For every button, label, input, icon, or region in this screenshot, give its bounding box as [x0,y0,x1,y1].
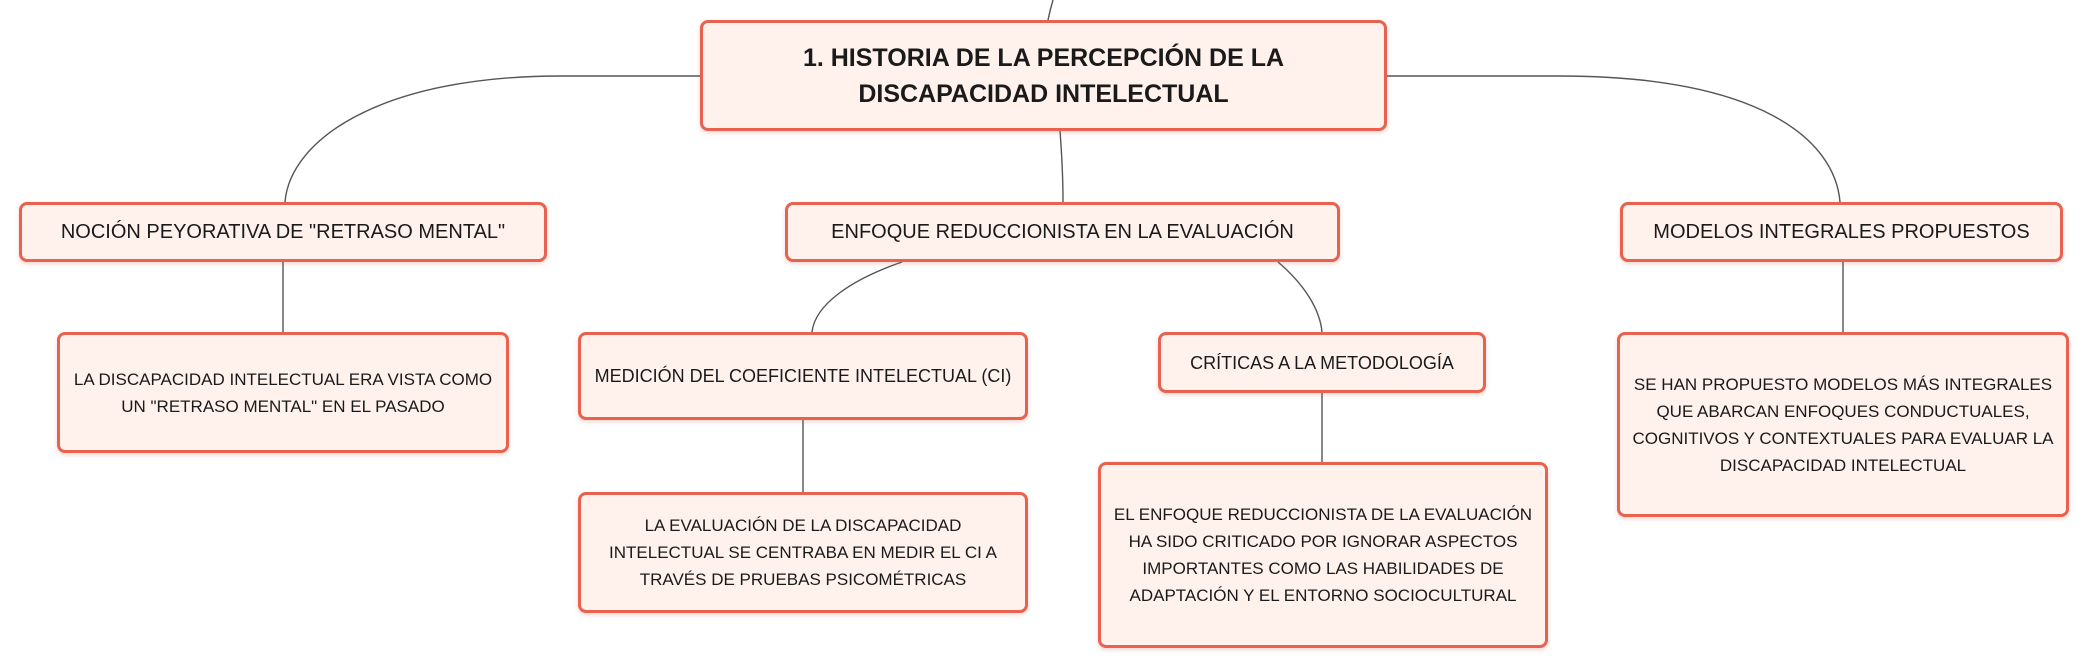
root-topic-title: 1. HISTORIA DE LA PERCEPCIÓN DE LA DISCAPACIDAD INTELECTUAL [802,43,1285,108]
subbranch-node-criticas-metodologia[interactable] [1158,332,1486,393]
branch-label: NOCIÓN PEYORATIVA DE "RETRASO MENTAL" [60,221,506,243]
branch-node-modelos-integrales[interactable] [1620,202,2063,262]
connector-parent-root [1048,0,1053,20]
detail-node-criticas-metodologia[interactable] [1098,462,1548,648]
branch-label: ENFOQUE REDUCCIONISTA EN LA EVALUACIÓN [831,221,1294,243]
connector-branch-2-child-1 [812,262,902,332]
detail-node-retraso-mental[interactable] [57,332,509,453]
detail-node-medicion-ci[interactable] [578,492,1028,613]
subbranch-label: CRÍTICAS A LA METODOLOGÍA [1190,352,1454,373]
detail-node-modelos-integrales[interactable] [1617,332,2069,517]
branch-node-enfoque-reduccionista[interactable] [785,202,1340,262]
connector-root-branch-3 [1387,76,1840,202]
subbranch-node-medicion-ci[interactable] [578,332,1028,420]
connector-root-branch-1 [285,76,700,202]
detail-text: LA EVALUACIÓN DE LA DISCAPACIDAD INTELECTUAL SE CENTRABA EN MEDIR EL CI A TRAVÉS DE PRUEBAS PSICOMÉTRICAS [609,516,997,589]
branch-label: MODELOS INTEGRALES PROPUESTOS [1653,221,2030,243]
root-topic-node[interactable] [700,20,1387,131]
subbranch-label: MEDICIÓN DEL COEFICIENTE INTELECTUAL (CI) [594,366,1012,386]
detail-text: EL ENFOQUE REDUCCIONISTA DE LA EVALUACIÓN HA SIDO CRITICADO POR IGNORAR ASPECTOS IMPORTANTES COMO LAS HABILIDADES DE ADAPTACIÓN Y EL ENTORNO SOCIOCULTURAL [1113,505,1533,605]
branch-node-retraso-mental[interactable] [19,202,547,262]
detail-text: SE HAN PROPUESTO MODELOS MÁS INTEGRALES QUE ABARCAN ENFOQUES CONDUCTUALES, COGNITIVOS Y CONTEXTUALES PARA EVALUAR LA DISCAPACIDAD INTELECTUAL [1632,374,2054,475]
connector-root-branch-2 [1060,131,1063,202]
detail-text: LA DISCAPACIDAD INTELECTUAL ERA VISTA COMO UN "RETRASO MENTAL" EN EL PASADO [73,369,493,416]
connector-branch-2-child-2 [1278,262,1322,332]
